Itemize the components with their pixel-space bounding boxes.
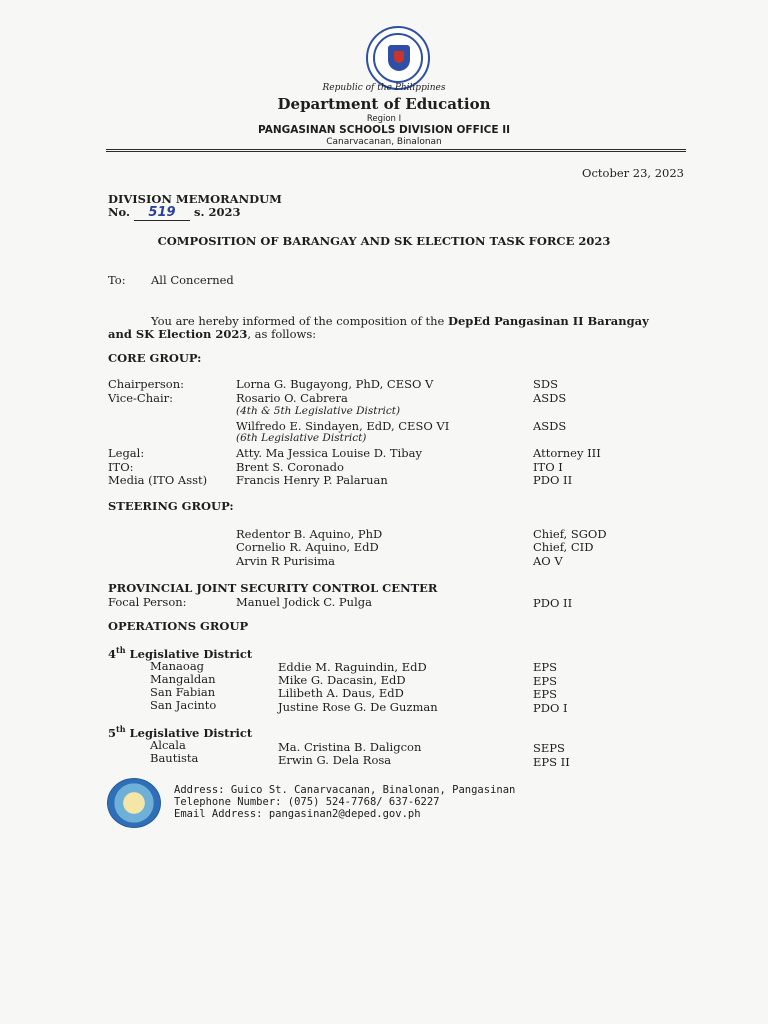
- deped-seal-icon: [366, 26, 430, 90]
- ops-name: Erwin G. Dela Rosa: [278, 753, 392, 767]
- core-name: Brent S. Coronado: [236, 460, 344, 474]
- core-role: ITO:: [108, 460, 134, 474]
- intro-line-2: [108, 327, 316, 341]
- ops-position: EPS: [533, 687, 558, 701]
- core-position: Attorney III: [533, 446, 601, 460]
- steering-name: Redentor B. Aquino, PhD: [236, 527, 383, 541]
- core-group-heading: CORE GROUP:: [108, 351, 202, 365]
- core-position: ASDS: [533, 419, 567, 433]
- core-name: Lorna G. Bugayong, PhD, CESO V: [236, 377, 434, 391]
- division-logo-icon: [107, 778, 161, 828]
- core-position: ITO I: [533, 460, 563, 474]
- region-line: Region I: [366, 114, 402, 124]
- steering-position: Chief, SGOD: [533, 527, 607, 541]
- core-position: SDS: [533, 377, 558, 391]
- department-name: Department of Education: [277, 95, 491, 113]
- memo-date: October 23, 2023: [582, 166, 684, 180]
- core-role: Legal:: [108, 446, 145, 460]
- core-district-note: (6th Legislative District): [236, 432, 367, 444]
- district-5-sup: th: [116, 724, 126, 734]
- ops-place: Alcala: [150, 738, 186, 752]
- footer-phone: Telephone Number: (075) 524-7768/ 637-6227: [174, 796, 440, 808]
- pjscc-role: Focal Person:: [108, 595, 187, 609]
- core-position: PDO II: [533, 473, 573, 487]
- office-location: Canarvacanan, Binalonan: [326, 137, 442, 147]
- header-rule-1: [106, 149, 686, 150]
- district-4-num: 4: [108, 646, 117, 661]
- ops-name: Lilibeth A. Daus, EdD: [278, 686, 404, 700]
- core-position: ASDS: [533, 391, 567, 405]
- intro-bold-2: and SK Election 2023: [108, 327, 248, 341]
- ops-place: San Jacinto: [150, 698, 217, 712]
- core-role: Media (ITO Asst): [108, 473, 208, 487]
- footer-address: Address: Guico St. Canarvacanan, Binalonan, Pangasinan: [174, 784, 516, 796]
- operations-heading: OPERATIONS GROUP: [108, 619, 249, 633]
- intro-text: You are hereby informed of the composition of the: [151, 314, 448, 328]
- to-value: All Concerned: [151, 273, 234, 287]
- pjscc-position: PDO II: [533, 596, 573, 610]
- steering-name: Arvin R Purisima: [236, 554, 336, 568]
- header-rule-2: [106, 151, 686, 152]
- to-label: To:: [108, 273, 126, 287]
- district-4-sup: th: [116, 645, 126, 655]
- district-5-num: 5: [108, 725, 117, 740]
- ops-position: SEPS: [533, 741, 565, 755]
- core-district-note: (4th & 5th Legislative District): [236, 405, 401, 417]
- intro-text-2: , as follows:: [247, 327, 317, 341]
- ops-place: Bautista: [150, 751, 199, 765]
- core-name: Atty. Ma Jessica Louise D. Tibay: [236, 446, 422, 460]
- ops-place: Manaoag: [150, 659, 205, 673]
- footer-email: Email Address: pangasinan2@deped.gov.ph: [174, 808, 421, 820]
- office-name: PANGASINAN SCHOOLS DIVISION OFFICE II: [257, 124, 511, 136]
- district-5-label: Legislative District: [125, 725, 253, 740]
- republic-line: Republic of the Philippines: [322, 83, 446, 93]
- core-name: Rosario O. Cabrera: [236, 391, 348, 405]
- ops-name: Eddie M. Raguindin, EdD: [278, 660, 427, 674]
- memo-series: s. 2023: [194, 205, 241, 219]
- ops-name: Ma. Cristina B. Daligcon: [278, 740, 422, 754]
- ops-place: San Fabian: [150, 685, 216, 699]
- steering-position: Chief, CID: [533, 540, 594, 554]
- intro-bold-1: DepEd Pangasinan II Barangay: [447, 314, 649, 328]
- memo-no-prefix: No.: [108, 205, 130, 219]
- district-4-label: Legislative District: [125, 646, 253, 661]
- core-role: Chairperson:: [108, 377, 185, 391]
- ops-position: EPS II: [533, 755, 570, 769]
- pjscc-heading: PROVINCIAL JOINT SECURITY CONTROL CENTER: [108, 581, 438, 595]
- steering-name: Cornelio R. Aquino, EdD: [236, 540, 379, 554]
- steering-position: AO V: [533, 554, 563, 568]
- memo-subject: COMPOSITION OF BARANGAY AND SK ELECTION TASK FORCE 2023: [157, 234, 611, 248]
- steering-group-heading: STEERING GROUP:: [108, 499, 234, 513]
- ops-place: Mangaldan: [150, 672, 216, 686]
- core-name: Wilfredo E. Sindayen, EdD, CESO VI: [236, 419, 450, 433]
- ops-name: Mike G. Dacasin, EdD: [278, 673, 406, 687]
- pjscc-name: Manuel Jodick C. Pulga: [236, 595, 372, 609]
- ops-position: PDO I: [533, 701, 568, 715]
- memo-title: DIVISION MEMORANDUM: [108, 192, 282, 206]
- memo-no-value: 519: [134, 205, 190, 221]
- core-name: Francis Henry P. Palaruan: [236, 473, 388, 487]
- ops-position: EPS: [533, 660, 558, 674]
- intro-line-1: [151, 314, 649, 328]
- memo-number: [108, 205, 241, 221]
- ops-position: EPS: [533, 674, 558, 688]
- ops-name: Justine Rose G. De Guzman: [278, 700, 438, 714]
- core-role: Vice-Chair:: [108, 391, 174, 405]
